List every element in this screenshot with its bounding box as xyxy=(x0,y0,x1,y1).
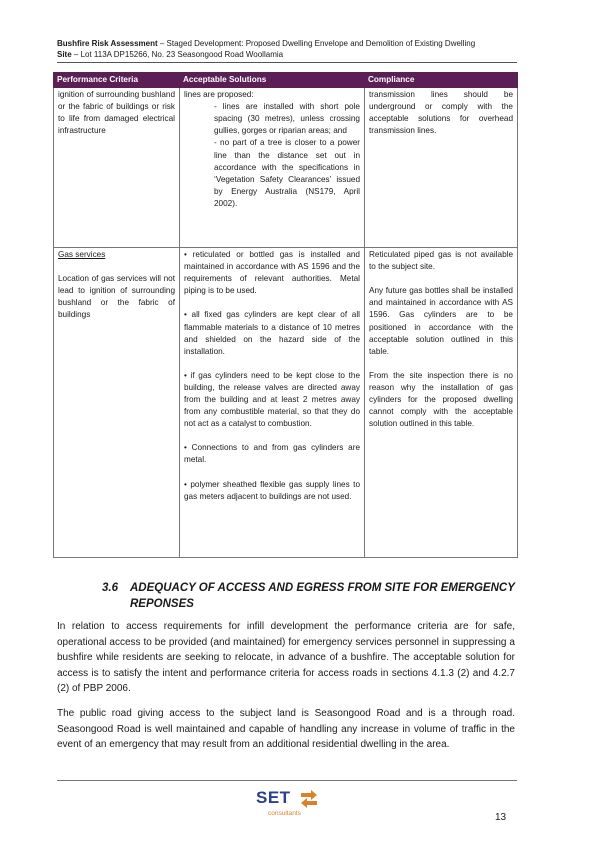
section-title-line1: ADEQUACY OF ACCESS AND EGRESS FROM SITE FOR EMERGENCY xyxy=(130,582,515,594)
section-title-line2: REPONSES xyxy=(130,598,194,610)
section-paragraph: The public road giving access to the subject land is Seasongood Road and is a through road. Seasongood Road is well maintained and capable of handling any increase in volume of traffic in the event of an emergency that may result from an additional residential dwelling in the area. xyxy=(57,708,515,750)
row2-criteria-text: Location of gas services will not lead to ignition of surrounding bushland or the fabric of buildings xyxy=(58,274,175,320)
row2-solution-item: • polymer sheathed flexible gas supply lines to gas meters adjacent to buildings are not used. xyxy=(184,479,360,501)
footer-divider xyxy=(57,780,517,781)
section-paragraph: In relation to access requirements for infill development the performance criteria are for safe, operational access to be provided (and maintained) for emergency services personnel in suppressing a bushfire while residents are seeking to relocate, in advance of a bushfire. The acceptable solution for access is to satisfy the intent and performance criteria for access roads in sections 4.1.3 (2) and 4.2.7 (2) of PBP 2006. xyxy=(57,621,515,694)
table-row xyxy=(54,248,518,558)
row2-compliance-item: Reticulated piped gas is not available to the subject site. xyxy=(369,250,513,272)
table-row xyxy=(54,88,518,248)
header-performance-criteria: Performance Criteria xyxy=(54,73,180,88)
row2-criteria xyxy=(54,248,180,558)
header-compliance: Compliance xyxy=(365,73,518,88)
page-number: 13 xyxy=(495,812,507,823)
site-label: Site xyxy=(57,50,72,59)
row1-criteria xyxy=(54,88,180,248)
header-divider xyxy=(57,62,517,63)
row2-compliance xyxy=(365,248,518,558)
row2-solution-item: • all fixed gas cylinders are kept clear of all flammable materials to a distance of 10 metres and shielded on the hazard side of the installation. xyxy=(184,310,360,356)
site-line xyxy=(57,49,517,60)
row1-solution-item: - lines are installed with short pole spacing (30 metres), unless crossing gullies, gorges or riparian areas; and xyxy=(214,102,360,136)
row1-criteria-text: ignition of surrounding bushland or the fabric of buildings or risk to life from damaged electrical infrastructure xyxy=(58,90,175,136)
doc-title-line xyxy=(57,38,517,49)
row1-compliance-text: transmission lines should be underground or comply with the acceptable solutions for overhead transmission lines. xyxy=(369,90,513,136)
doc-title-rest: – Staged Development: Proposed Dwelling Envelope and Demolition of Existing Dwelling xyxy=(157,39,476,48)
header-acceptable-solutions: Acceptable Solutions xyxy=(180,73,365,88)
logo-subtitle: consultants xyxy=(268,810,301,817)
row1-compliance xyxy=(365,88,518,248)
row2-compliance-item: From the site inspection there is no reason why the installation of gas cylinders for the proposed dwelling cannot comply with the acceptable solution outlined in this table. xyxy=(369,370,513,429)
row2-solution xyxy=(180,248,365,558)
row1-solution-item: - no part of a tree is closer to a power line than the distance set out in accordance with the specifications in ‘Vegetation Safety Clearances’ issued by Energy Australia (NS179, April 2002). xyxy=(214,138,360,208)
criteria-table xyxy=(53,72,518,558)
page-header xyxy=(57,38,517,60)
row1-solution-intro: lines are proposed: xyxy=(184,90,254,100)
row2-compliance-item: Any future gas bottles shall be installed and maintained in accordance with AS 1596. Gas cylinders are to be positioned in accordance with the acceptable solution outlined in this table. xyxy=(369,286,513,356)
logo-wordmark: SET xyxy=(256,788,291,807)
company-logo xyxy=(256,788,322,824)
row2-solution-item: • Connections to and from gas cylinders are metal. xyxy=(184,443,360,465)
row2-criteria-title: Gas services xyxy=(58,250,106,260)
site-text: – Lot 113A DP15266, No. 23 Seasongood Road Woollamia xyxy=(71,50,284,59)
logo-arrows-icon xyxy=(299,789,319,809)
row1-solution xyxy=(180,88,365,248)
doc-title-bold: Bushfire Risk Assessment xyxy=(57,39,158,48)
table-header-row xyxy=(54,73,518,88)
section-heading xyxy=(102,580,522,612)
row2-solution-item: • reticulated or bottled gas is installed and maintained in accordance with AS 1596 and the requirements of relevant authorities. Metal piping is to be used. xyxy=(184,250,360,296)
row2-solution-item: • if gas cylinders need to be kept close to the building, the release valves are directed away from the building and at least 2 metres away from any combustible material, so that they do not act as a catalyst to combustion. xyxy=(184,370,360,429)
section-number: 3.6 xyxy=(102,582,118,594)
